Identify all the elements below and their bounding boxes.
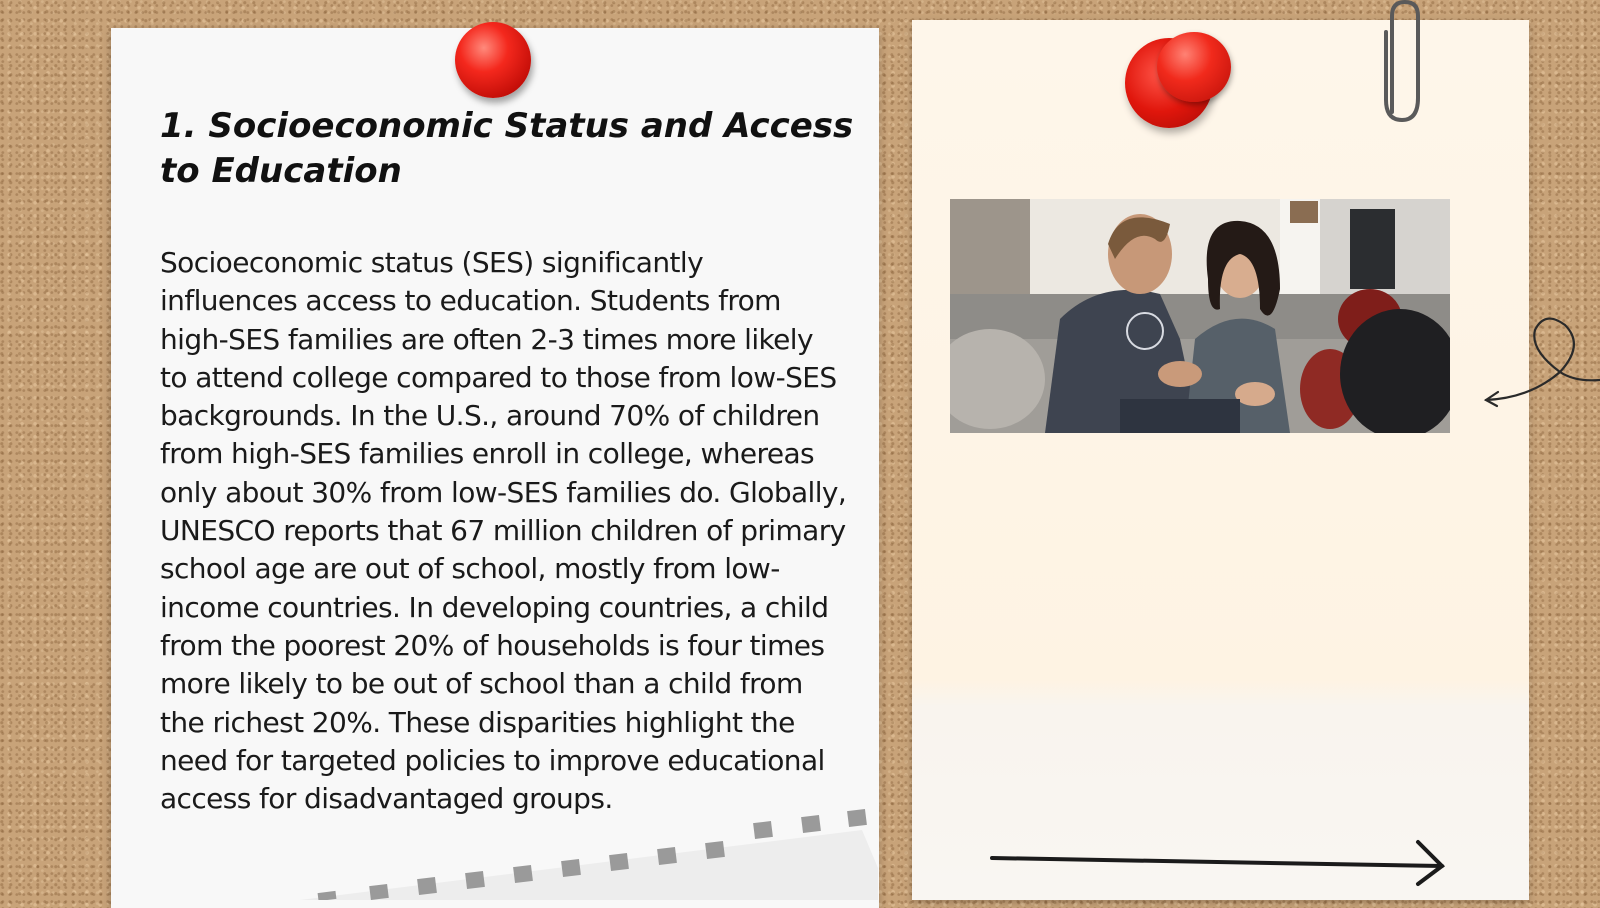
pushpin-icon bbox=[1157, 32, 1231, 102]
section-heading: 1. Socioeconomic Status and Access to Education bbox=[160, 106, 854, 191]
couple-on-sofa-photo bbox=[950, 199, 1450, 433]
right-paper-note bbox=[912, 20, 1529, 900]
section-body-text: Socioeconomic status (SES) significantly influences access to education. Students from high-SES families are often 2-3 times more likely to attend college compared to those from low-SES backgrounds. In the U.S., around 70% of children from high-SES families enroll in college, whereas only about 30% from low-SES families do. Globally, UNESCO reports that 67 million children of primary school age are out of school, mostly from low-income countries. In developing countries, a child from the poorest 20% of households is four times more likely to be out of school than a child from the richest 20%. These disparities highlight the need for targeted policies to improve educational access for disadvantaged groups. bbox=[160, 246, 847, 816]
photo-illustration bbox=[950, 199, 1450, 433]
pushpin-icon bbox=[455, 22, 531, 98]
